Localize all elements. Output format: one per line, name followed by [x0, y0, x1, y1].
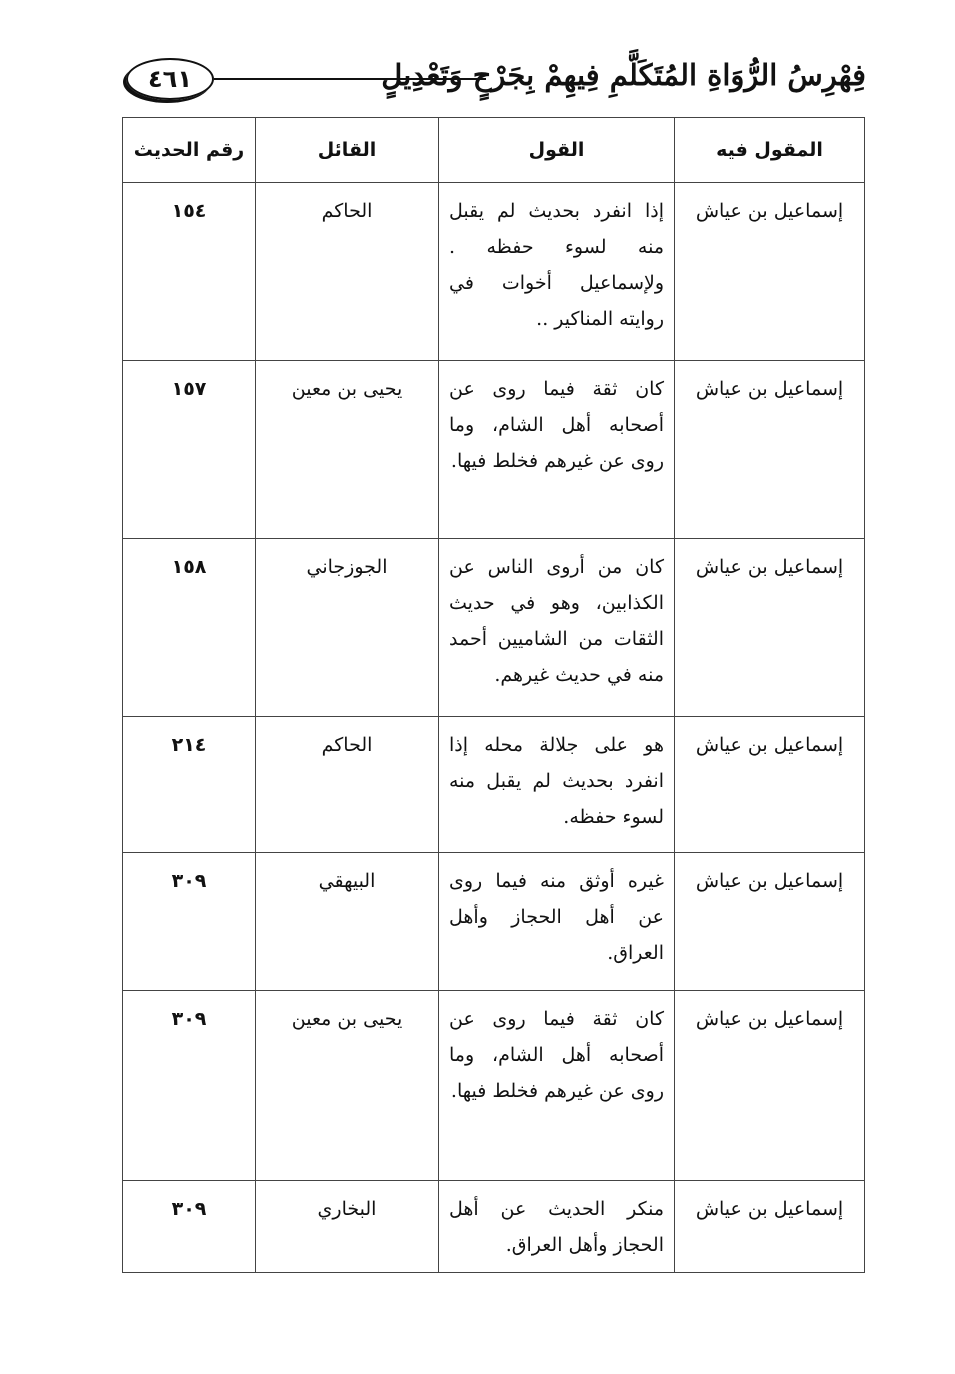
cell-saying: إذا انفرد بحديث لم يقبل منه لسوء حفظه . ولإسماعيل أخوات في روايته المناكير ..: [439, 183, 675, 361]
header-rule: [214, 78, 486, 80]
cell-sayer: الجوزجاني: [256, 539, 439, 717]
cell-sayer: البخاري: [256, 1181, 439, 1273]
table-row: [123, 717, 865, 853]
cell-number: ١٥٤: [123, 183, 256, 361]
cell-subject: إسماعيل بن عياش: [675, 1181, 865, 1273]
table-row: [123, 1181, 865, 1273]
table-row: [123, 539, 865, 717]
column-header-saying: القول: [439, 118, 675, 183]
cell-saying: غيره أوثق منه فيما روى عن أهل الحجاز وأهل العراق.: [439, 853, 675, 991]
cell-sayer: الحاكم: [256, 183, 439, 361]
page-number: ٤٦١: [148, 65, 192, 93]
cell-sayer: الحاكم: [256, 717, 439, 853]
cell-number: ٣٠٩: [123, 1181, 256, 1273]
page-title: فِهْرِسُ الرُّوَاةِ المُتَكَلَّمِ فِيهِمْ بِجَرْحٍ وَتَعْدِيلٍ: [381, 58, 866, 92]
page-number-badge: [126, 58, 214, 100]
cell-subject: إسماعيل بن عياش: [675, 853, 865, 991]
cell-subject: إسماعيل بن عياش: [675, 539, 865, 717]
cell-subject: إسماعيل بن عياش: [675, 183, 865, 361]
cell-saying: كان من أروى الناس عن الكذابين، وهو في حديث الثقات من الشاميين أحمد منه في حديث غيرهم.: [439, 539, 675, 717]
cell-sayer: البيهقي: [256, 853, 439, 991]
cell-saying: هو على جلالة محله إذا انفرد بحديث لم يقبل منه لسوء حفظه.: [439, 717, 675, 853]
column-header-number: رقم الحديث: [123, 118, 256, 183]
cell-number: ١٥٧: [123, 361, 256, 539]
cell-subject: إسماعيل بن عياش: [675, 991, 865, 1181]
cell-number: ٣٠٩: [123, 853, 256, 991]
table-row: [123, 991, 865, 1181]
cell-saying: كان ثقة فيما روى عن أصحابه أهل الشام، وما روى عن غيرهم فخلط فيها.: [439, 361, 675, 539]
table-row: [123, 361, 865, 539]
cell-subject: إسماعيل بن عياش: [675, 361, 865, 539]
table-row: [123, 183, 865, 361]
cell-number: ٢١٤: [123, 717, 256, 853]
cell-number: ٣٠٩: [123, 991, 256, 1181]
column-header-subject: المقول فيه: [675, 118, 865, 183]
page-header: [118, 52, 866, 108]
cell-subject: إسماعيل بن عياش: [675, 717, 865, 853]
table-row: [123, 853, 865, 991]
cell-number: ١٥٨: [123, 539, 256, 717]
table-header-row: [123, 118, 865, 183]
cell-sayer: يحيى بن معين: [256, 991, 439, 1181]
cell-sayer: يحيى بن معين: [256, 361, 439, 539]
cell-saying: منكر الحديث عن أهل الحجاز وأهل العراق.: [439, 1181, 675, 1273]
column-header-sayer: القائل: [256, 118, 439, 183]
cell-saying: كان ثقة فيما روى عن أصحابه أهل الشام، وما روى عن غيرهم فخلط فيها.: [439, 991, 675, 1181]
narrators-index-table: [122, 117, 865, 1273]
